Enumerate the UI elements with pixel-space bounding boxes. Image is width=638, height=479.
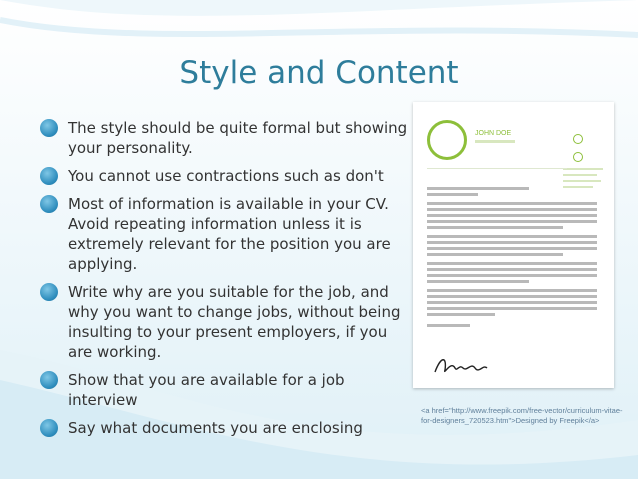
- profile-circle-icon: [427, 120, 467, 160]
- bullet-dot-icon: [40, 371, 58, 389]
- letter-role-line: [475, 140, 515, 143]
- bullet-item: [40, 418, 410, 438]
- bullet-item: [40, 194, 410, 274]
- bullet-dot-icon: [40, 195, 58, 213]
- bullet-text: Write why are you suitable for the job, and why you want to change jobs, without being insulting to your present employers, if you are working.: [68, 283, 401, 361]
- bullet-list: [40, 118, 410, 446]
- letter-rule: [427, 168, 567, 169]
- bullet-dot-icon: [40, 419, 58, 437]
- image-credit: <a href="http://www.freepik.com/free-vector/curriculum-vitae-for-designers_720523.htm">Designed by Freepik</a>: [421, 406, 623, 425]
- bullet-item: [40, 166, 410, 186]
- bullet-text: The style should be quite formal but showing your personality.: [68, 119, 408, 157]
- bullet-text: Say what documents you are enclosing: [68, 419, 363, 437]
- bullet-dot-icon: [40, 283, 58, 301]
- bullet-text: Show that you are available for a job interview: [68, 371, 345, 409]
- cover-letter-image: [413, 102, 614, 388]
- letter-name: JOHN DOE: [475, 130, 512, 137]
- bullet-item: [40, 282, 410, 362]
- bullet-text: Most of information is available in your CV. Avoid repeating information unless it is extremely relevant for the position you are applying.: [68, 195, 391, 273]
- bullet-dot-icon: [40, 167, 58, 185]
- bullet-item: [40, 370, 410, 410]
- slide-title: Style and Content: [179, 55, 459, 91]
- contact-icon: [573, 152, 583, 162]
- contact-icon: [573, 134, 583, 144]
- letter-body-text: [427, 187, 597, 330]
- bullet-text: You cannot use contractions such as don't: [68, 167, 384, 185]
- bullet-dot-icon: [40, 119, 58, 137]
- bullet-item: [40, 118, 410, 158]
- signature-icon: [431, 354, 491, 378]
